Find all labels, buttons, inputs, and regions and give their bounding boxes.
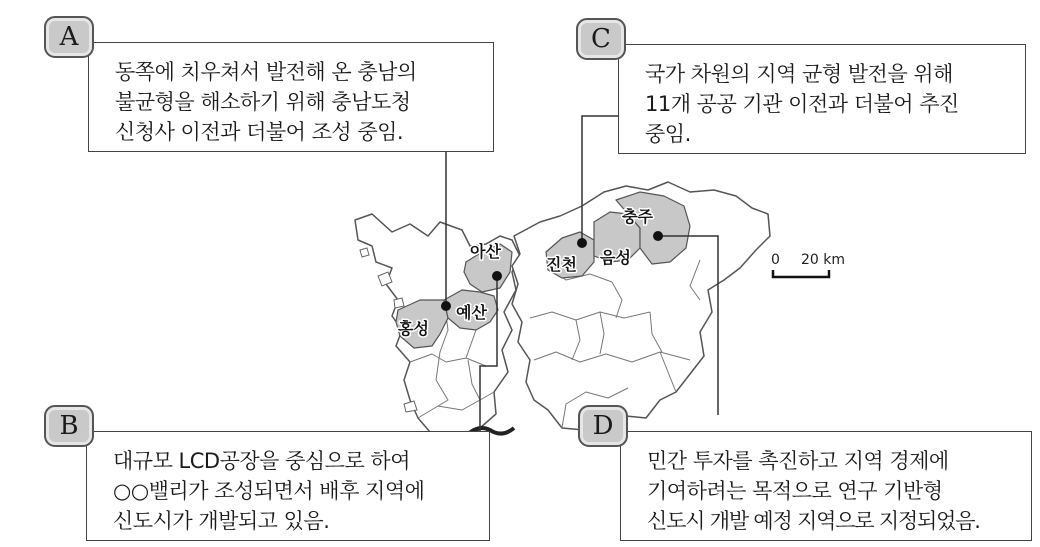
callout-a-box [88,42,494,152]
scale-zero: 0 [771,252,780,268]
chungju-dot [653,231,663,241]
scale-bar [771,252,845,277]
callout-b-tag: B [44,405,94,447]
callout-d-line-3: 신도시 개발 예정 지역으로 지정되었음. [647,509,980,533]
asan-dot [492,271,502,281]
callout-c-tag: C [576,18,626,60]
callout-a-line-3: 신청사 이전과 더불어 조성 중임. [115,120,404,144]
jincheon-dot [577,238,587,248]
callout-a-tag: A [44,16,94,58]
callout-b-line-3: 신도시가 개발되고 있음. [113,509,330,533]
place-label-eumseong: 음성 [600,248,631,267]
scale-distance: 20 km [801,252,846,268]
callout-d-box [620,431,1032,541]
place-label-chungju: 충주 [622,207,653,226]
callout-c-line-2: 11개 공공 기관 이전과 더불어 추진 [645,92,959,116]
callout-c-line-1: 국가 차원의 지역 균형 발전을 위해 [645,62,953,86]
callout-d-tag: D [578,405,628,447]
callout-a-line-1: 동쪽에 치우쳐서 발전해 온 충남의 [115,60,417,84]
hongseong-dot [441,301,451,311]
callout-c-line-3: 중임. [645,122,691,146]
callout-a-line-2: 불균형을 해소하기 위해 충남도청 [115,90,411,114]
callout-b-box [86,431,490,541]
callout-b-line-1: 대규모 LCD공장을 중심으로 하여 [113,449,410,473]
place-label-asan: 아산 [470,242,501,261]
place-label-jincheon: 진천 [546,255,577,274]
callout-d-line-1: 민간 투자를 촉진하고 지역 경제에 [647,449,949,473]
callout-c-box [618,44,1026,154]
callout-b-line-2: ○○밸리가 조성되면서 배후 지역에 [113,479,425,503]
place-label-yesan: 예산 [456,303,487,322]
place-label-hongseong: 홍성 [398,319,429,338]
callout-d-line-2: 기여하려는 목적으로 연구 기반형 [647,479,943,503]
